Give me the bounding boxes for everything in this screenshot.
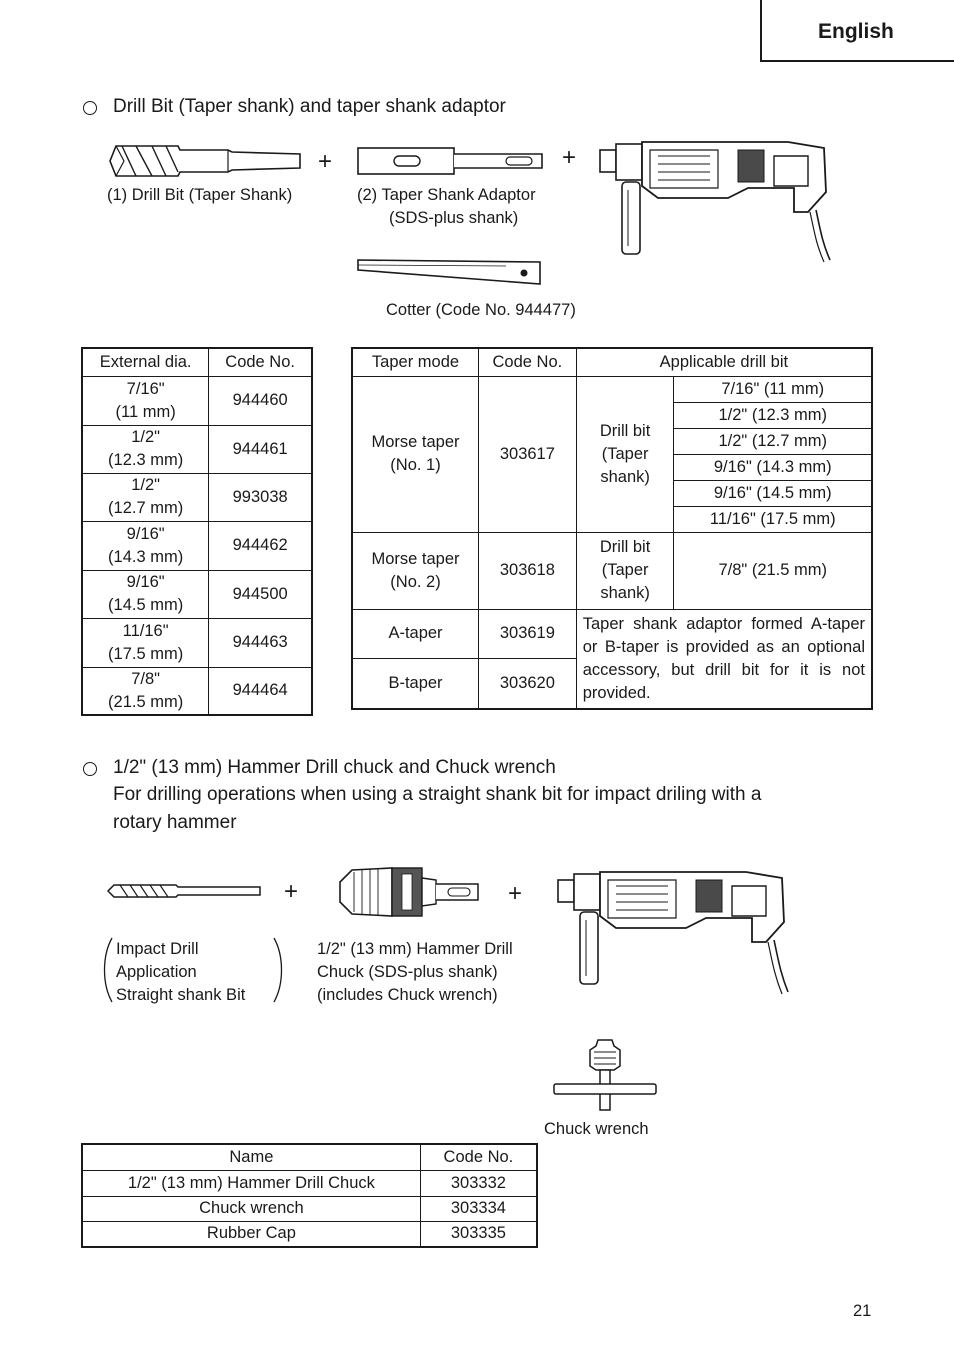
caption-impact-drill: Impact Drill	[116, 940, 199, 958]
table-row: 1/2" (12.3 mm) 944461	[82, 425, 312, 473]
caption-includes-wrench: (includes Chuck wrench)	[317, 986, 498, 1004]
table-row: 1/2" (12.7 mm)	[352, 428, 872, 454]
table-row: 11/16" (17.5 mm)	[352, 506, 872, 532]
table-row: 1/2" (12.7 mm) 993038	[82, 473, 312, 521]
page-number: 21	[853, 1302, 872, 1320]
chuck-wrench-icon	[550, 1036, 660, 1114]
table-row: A-taper 303619 Taper shank adaptor formed A-taper or B-taper is provided as an optional accessory, but drill bit for it is not provided.	[352, 609, 872, 659]
table-header: Code No.	[479, 348, 577, 376]
section2-heading: 1/2" (13 mm) Hammer Drill chuck and Chuck wrench	[113, 757, 556, 778]
rotary-hammer-icon	[598, 138, 838, 264]
section2-description: For drilling operations when using a straight shank bit for impact driling with a	[113, 784, 762, 805]
bullet-icon	[83, 762, 97, 776]
plus-sign: +	[562, 144, 577, 171]
caption-taper-shank-adaptor: (2) Taper Shank Adaptor	[357, 186, 536, 204]
table-row: Morse taper (No. 2) 303618 Drill bit (Taper shank) 7/8" (21.5 mm)	[352, 532, 872, 609]
rotary-hammer-icon	[556, 866, 796, 996]
table-header: Code No.	[209, 348, 312, 376]
hammer-drill-chuck-icon	[336, 864, 482, 920]
table-row: Chuck wrench 303334	[82, 1196, 537, 1221]
taper-mode-table	[351, 347, 873, 710]
chuck-code-table	[81, 1143, 538, 1248]
caption-chuck-wrench: Chuck wrench	[544, 1120, 649, 1138]
table-row: 1/2" (13 mm) Hammer Drill Chuck 303332	[82, 1170, 537, 1196]
table-row: 7/16" (11 mm) 944460	[82, 376, 312, 425]
table-row: 11/16" (17.5 mm) 944463	[82, 618, 312, 667]
drill-bit-code-table	[81, 347, 313, 716]
section2-description-cont: rotary hammer	[113, 812, 237, 833]
table-header: External dia.	[82, 348, 209, 376]
taper-note: Taper shank adaptor formed A-taper or B-taper is provided as an optional accessory, but drill bit for it is not provided.	[576, 609, 872, 709]
table-header: Name	[82, 1144, 420, 1170]
taper-shank-adaptor-icon	[356, 146, 548, 176]
table-row: 9/16" (14.3 mm) 944462	[82, 521, 312, 570]
straight-shank-bit-icon	[106, 882, 264, 900]
left-paren-icon	[102, 936, 114, 1004]
table-row: B-taper 303620	[352, 659, 872, 709]
plus-sign: +	[508, 880, 523, 907]
cotter-icon	[356, 258, 544, 288]
table-row: Morse taper (No. 1) 303617 Drill bit (Taper shank) 7/16" (11 mm)	[352, 376, 872, 402]
plus-sign: +	[318, 148, 333, 175]
right-paren-icon	[272, 936, 284, 1004]
table-row: 9/16" (14.5 mm) 944500	[82, 570, 312, 618]
taper-drill-bit-icon	[108, 142, 304, 180]
table-row: 1/2" (12.3 mm)	[352, 402, 872, 428]
table-header: Applicable drill bit	[576, 348, 872, 376]
caption-straight-shank-bit: Straight shank Bit	[116, 986, 246, 1004]
caption-sds-plus-shank-2: Chuck (SDS-plus shank)	[317, 963, 498, 981]
plus-sign: +	[284, 878, 299, 905]
caption-application: Application	[116, 963, 197, 981]
table-header: Code No.	[420, 1144, 537, 1170]
caption-hammer-drill-chuck: 1/2" (13 mm) Hammer Drill	[317, 940, 513, 958]
table-row: Rubber Cap 303335	[82, 1221, 537, 1247]
table-header: Taper mode	[352, 348, 479, 376]
language-label: English	[818, 20, 894, 43]
caption-taper-drill-bit: (1) Drill Bit (Taper Shank)	[107, 186, 293, 204]
table-row: 9/16" (14.3 mm)	[352, 454, 872, 480]
table-row: 7/8" (21.5 mm) 944464	[82, 667, 312, 715]
language-tab	[760, 0, 954, 62]
caption-sds-plus-shank: (SDS-plus shank)	[389, 209, 519, 227]
table-row: 9/16" (14.5 mm)	[352, 480, 872, 506]
bullet-icon	[83, 101, 97, 115]
section1-heading: Drill Bit (Taper shank) and taper shank adaptor	[113, 96, 506, 117]
caption-cotter: Cotter (Code No. 944477)	[386, 301, 576, 319]
